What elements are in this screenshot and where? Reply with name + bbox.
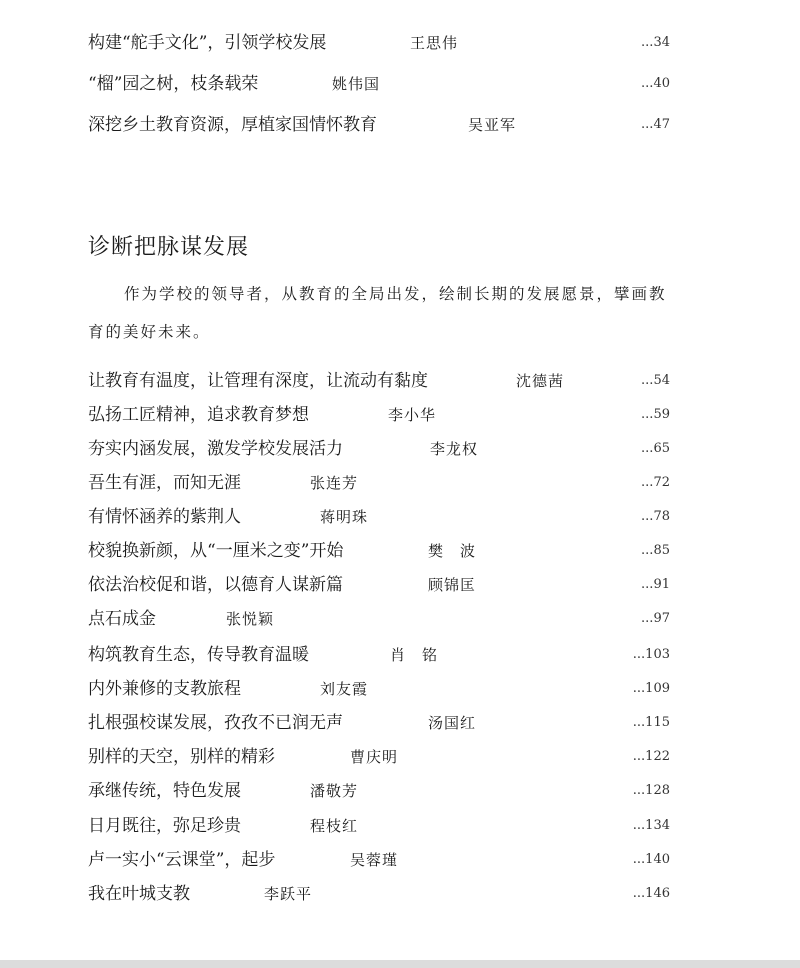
entry-author: 李龙权: [430, 440, 479, 458]
section-intro: 作为学校的领导者，从教育的全局出发，绘制长期的发展愿景，擘画教育的美好未来。: [88, 285, 667, 341]
toc-entry: [88, 778, 670, 804]
entry-page: ...134: [632, 818, 670, 833]
entry-title: 弘扬工匠精神，追求教育梦想: [88, 405, 309, 425]
toc-entry: [88, 504, 670, 530]
entry-title: 让教育有温度，让管理有深度，让流动有黏度: [88, 371, 428, 391]
entry-author: 汤国红: [428, 714, 477, 732]
toc-entry: [88, 30, 670, 56]
entry-page: ...59: [641, 407, 670, 422]
toc-entry: [88, 710, 670, 736]
entry-page: ...72: [641, 475, 670, 490]
entry-page: ...109: [632, 681, 670, 696]
toc-entry: [88, 606, 670, 632]
entry-title: 有情怀涵养的紫荆人: [88, 507, 241, 527]
entry-page: ...97: [641, 611, 670, 626]
toc-entry: [88, 642, 670, 668]
entry-page: ...85: [641, 543, 670, 558]
entry-title: 夯实内涵发展，激发学校发展活力: [88, 439, 343, 459]
entry-author: 沈德茜: [516, 372, 565, 390]
entry-title: 深挖乡土教育资源，厚植家国情怀教育: [88, 115, 377, 135]
entry-author: 曹庆明: [350, 748, 399, 766]
toc-entry: [88, 538, 670, 564]
entry-page: ...54: [641, 373, 670, 388]
entry-title: 吾生有涯，而知无涯: [88, 473, 241, 493]
entry-title: 构筑教育生态，传导教育温暖: [88, 645, 309, 665]
toc-entry: [88, 112, 670, 138]
entry-title: 日月既往，弥足珍贵: [88, 816, 241, 836]
toc-entry: [88, 402, 670, 428]
toc-entry: [88, 572, 670, 598]
entry-author: 吴亚军: [468, 116, 517, 134]
entry-author: 刘友霞: [320, 680, 369, 698]
entry-page: ...122: [632, 749, 670, 764]
toc-entry: [88, 813, 670, 839]
entry-title: 卢一实小“云课堂”，起步: [88, 850, 276, 870]
entry-title: 扎根强校谋发展，孜孜不已润无声: [88, 713, 343, 733]
toc-entry: [88, 71, 670, 97]
entry-page: ...140: [632, 852, 670, 867]
entry-page: ...47: [641, 117, 670, 132]
entry-page: ...103: [632, 647, 670, 662]
entry-page: ...128: [632, 783, 670, 798]
toc-entry: [88, 676, 670, 702]
entry-title: 别样的天空，别样的精彩: [88, 747, 275, 767]
entry-author: 潘敬芳: [310, 782, 359, 800]
entry-author: 张悦颖: [226, 610, 275, 628]
entry-author: 顾锦匡: [428, 576, 477, 594]
entry-author: 王思伟: [410, 34, 459, 52]
entry-page: ...146: [632, 886, 670, 901]
entry-page: ...78: [641, 509, 670, 524]
bottom-edge: [0, 960, 800, 968]
entry-title: 我在叶城支教: [88, 884, 190, 904]
entry-author: 蒋明珠: [320, 508, 369, 526]
entry-author: 樊 波: [428, 542, 477, 560]
entry-page: ...65: [641, 441, 670, 456]
entry-author: 张连芳: [310, 474, 359, 492]
toc-entry: [88, 881, 670, 907]
entry-title: “榴”园之树，枝条载荣: [88, 74, 259, 94]
toc-entry: [88, 368, 670, 394]
entry-title: 点石成金: [88, 609, 156, 629]
entry-title: 依法治校促和谐，以德育人谋新篇: [88, 575, 343, 595]
entry-page: ...40: [641, 76, 670, 91]
toc-entry: [88, 436, 670, 462]
entry-page: ...34: [641, 35, 670, 50]
entry-page: ...91: [641, 577, 670, 592]
toc-entry: [88, 744, 670, 770]
entry-title: 构建“舵手文化”，引领学校发展: [88, 33, 327, 53]
toc-entry: [88, 470, 670, 496]
entry-author: 肖 铭: [390, 646, 439, 664]
entry-author: 程枝红: [310, 817, 359, 835]
entry-author: 李小华: [388, 406, 437, 424]
entry-title: 内外兼修的支教旅程: [88, 679, 241, 699]
entry-author: 吴蓉瑾: [350, 851, 399, 869]
entry-page: ...115: [632, 715, 670, 730]
section-title: 诊断把脉谋发展: [88, 235, 250, 260]
entry-author: 李跃平: [264, 885, 313, 903]
entry-title: 校貌换新颜，从“一厘米之变”开始: [88, 541, 344, 561]
entry-title: 承继传统，特色发展: [88, 781, 241, 801]
toc-entry: [88, 847, 670, 873]
entry-author: 姚伟国: [332, 75, 381, 93]
